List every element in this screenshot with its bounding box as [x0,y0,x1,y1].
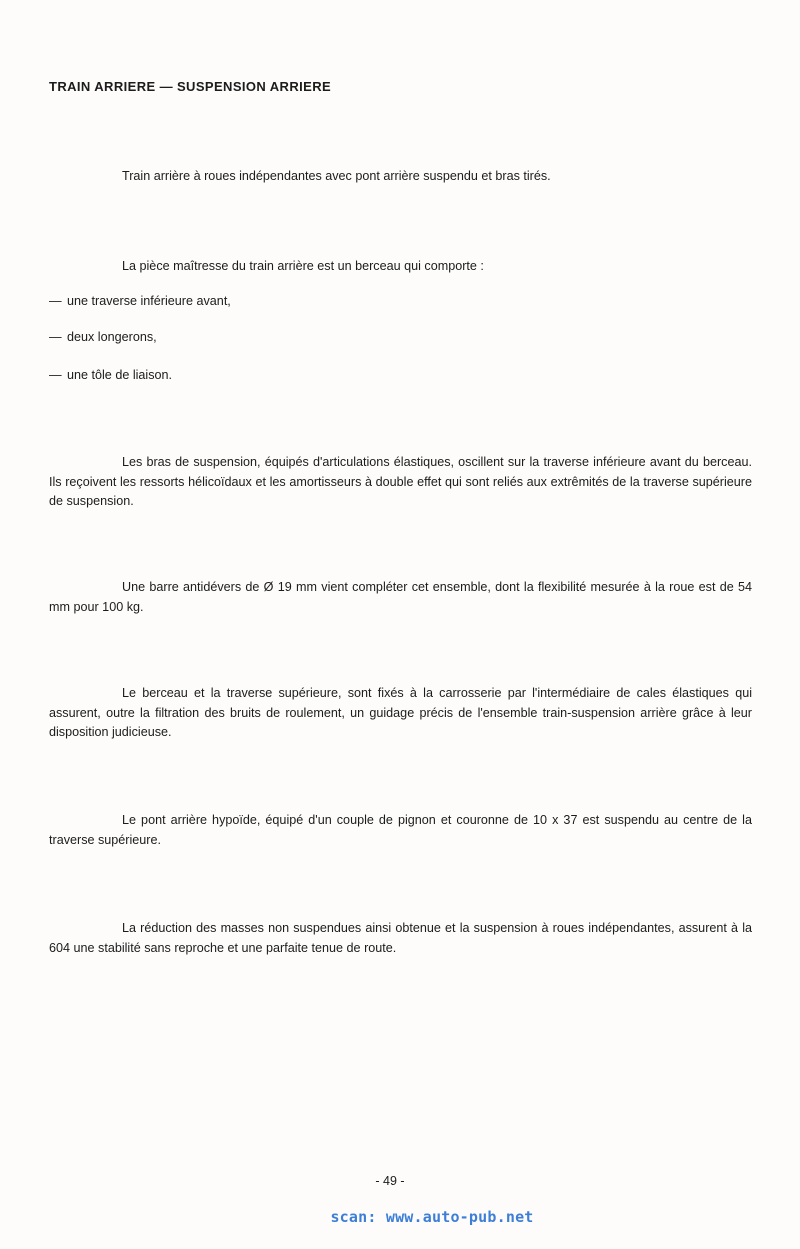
paragraph-reduction: La réduction des masses non suspendues ainsi obtenue et la suspension à roues indépendantes, assurent à la 604 une stabilité sans reproche et une parfaite tenue de route. [49,921,752,955]
list-item-text: une traverse inférieure avant, [67,294,231,308]
paragraph-barre: Une barre antidévers de Ø 19 mm vient compléter cet ensemble, dont la flexibilité mesurée à la roue est de 54 mm pour 100 kg. [49,580,752,614]
page-number: - 49 - [375,1174,405,1188]
list-dash: — [49,330,62,344]
paragraph-berceau-fixation: Le berceau et la traverse supérieure, sont fixés à la carrosserie par l'intermédiaire de cales élastiques qui assurent, outre la filtration des bruits de roulement, un guidage précis de l'ensemble train-suspension arrière grâce à leur disposition judicieuse. [49,686,752,739]
list-item-text: une tôle de liaison. [67,368,173,382]
list-item-text: deux longerons, [67,330,157,344]
scan-watermark: scan: www.auto-pub.net [330,1208,534,1226]
list-dash: — [49,368,62,382]
paragraph-pont: Le pont arrière hypoïde, équipé d'un couple de pignon et couronne de 10 x 37 est suspendu au centre de la traverse supérieure. [49,813,752,847]
paragraph-intro: Train arrière à roues indépendantes avec pont arrière suspendu et bras tirés. [122,169,551,183]
list-item [49,292,231,312]
section-heading: TRAIN ARRIERE — SUSPENSION ARRIERE [49,79,332,94]
list-item [49,328,157,348]
paragraph-berceau: La pièce maîtresse du train arrière est un berceau qui comporte : [122,259,484,273]
list-item [49,366,172,386]
list-dash: — [49,294,62,308]
paragraph-bras: Les bras de suspension, équipés d'articulations élastiques, oscillent sur la traverse inférieure avant du berceau. Ils reçoivent les ressorts hélicoïdaux et les amortisseurs à double effet qui sont reliés aux extrêmités de la traverse supérieure de suspension. [49,455,752,508]
